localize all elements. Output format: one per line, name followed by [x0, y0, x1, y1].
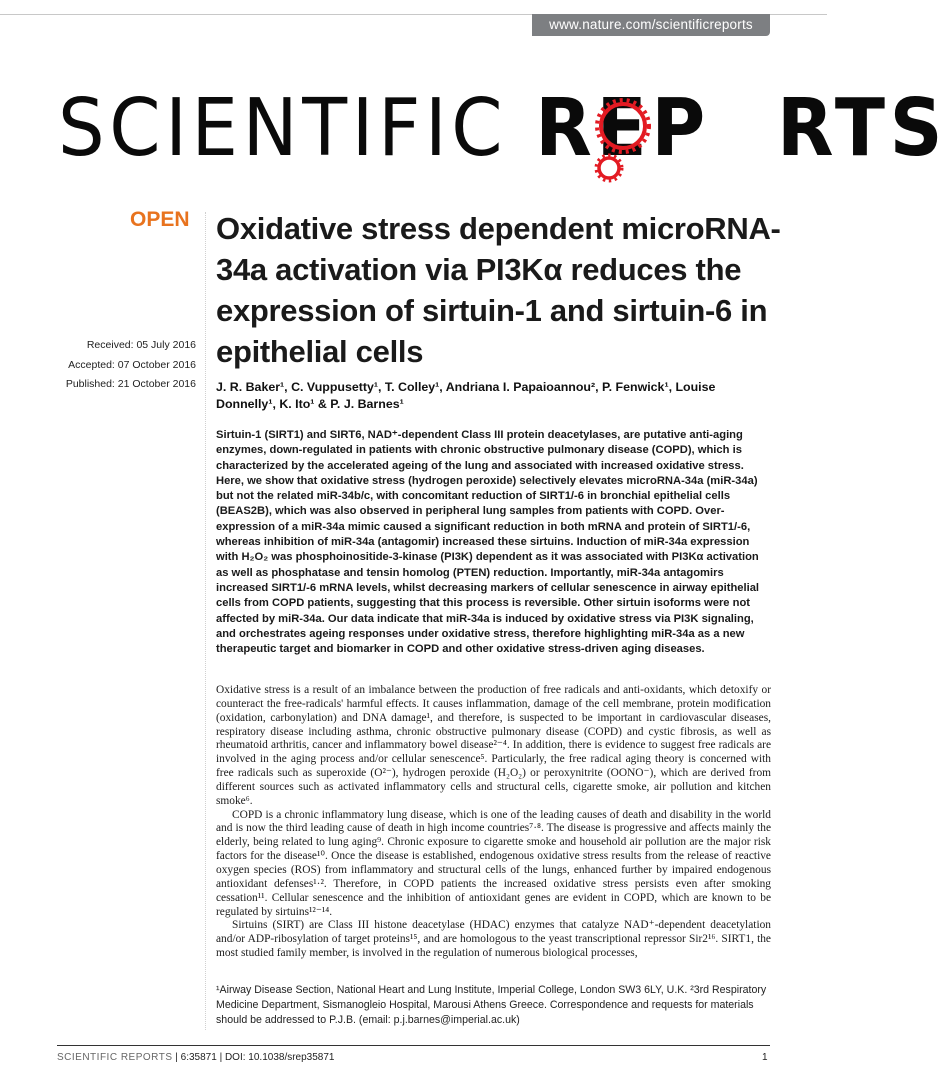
logo-o	[710, 82, 777, 174]
open-access-label: OPEN	[130, 208, 190, 231]
footer-journal: SCIENTIFIC REPORTS	[57, 1052, 173, 1063]
journal-url-link[interactable]: www.nature.com/scientificreports	[532, 14, 770, 36]
body-paragraph: Oxidative stress is a result of an imbalance between the production of free radicals and anti-oxidants, which detoxify or counteract the free-radicals' harmful effects. It causes inflammation, damage of the cell membrane, protein modification (oxidation, carbonylation) and DNA damage¹, and therefore, is suspected to be important in cardiovascular diseases, respiratory disease including asthma, chronic obstructive pulmonary disease (COPD) and cystic fibrosis, as well as rheumatoid arthritis, cancer and inflammatory bowel disease²⁻⁴. In addition, there is evidence to suggest free radicals are involved in the aging process and/or cellular senescence⁵. Particularly, the free radical aging theory is concerned with free radicals such as superoxide (O²⁻), hydrogen peroxide (H₂O₂) or peroxynitrite (OONO⁻), which are derived from different sources such as activated inflammatory cells and structural cells, cigarette smoke, air pollution and kitchen smoke⁶.	[216, 684, 771, 807]
article-title: Oxidative stress dependent microRNA-34a activation via PI3Kα reduces the expression of sirtuin-1 and sirtuin-6 in epithelial cells	[216, 211, 781, 369]
body-text	[216, 684, 771, 961]
page-number: 1	[762, 1052, 768, 1063]
body-paragraph: COPD is a chronic inflammatory lung disease, which is one of the leading causes of death and disability in the world and is now the third leading cause of death in high income countries⁷·⁸. The disease is progressive and affects mainly the elderly, being related to lung aging⁹. Chronic exposure to cigarette smoke and household air pollution are the major risk factors for the disease¹⁰. Once the disease is established, endogenous oxidative stress results from the release of reactive oxygen species (ROS) from inflammatory and structural cells of the lungs, enhanced further by impaired endogenous antioxidant defenses¹·². Therefore, in COPD patients the increased oxidative stress persists even after smoking cessation¹¹. Cellular senescence and the inhibition of antioxidant genes are evident in COPD, which are known to be regulated by sirtuins¹²⁻¹⁴.	[216, 808, 771, 918]
footer-rule	[57, 1045, 770, 1046]
body-paragraph: Sirtuins (SIRT) are Class III histone deacetylase (HDAC) enzymes that catalyze NAD⁺-dependent deacetylation and/or ADP-ribosylation of target proteins¹⁵, and are homologous to the yeast transcriptional repressor Sir2¹⁶. SIRT1, the most studied family member, is involved in the regulation of numerous biological processes,	[216, 919, 771, 960]
journal-logo	[58, 82, 947, 174]
footer-doi: | 6:35871 | DOI: 10.1038/srep35871	[172, 1052, 335, 1063]
gear-logo-icon	[585, 93, 665, 193]
author-list: J. R. Baker¹, C. Vuppusetty¹, T. Colley¹, Andriana I. Papaioannou², P. Fenwick¹, Louise Donnelly¹, K. Ito¹ & P. J. Barnes¹	[216, 380, 716, 411]
footer-citation	[57, 1052, 334, 1063]
logo-word-scientific: SCIENTIFIC	[58, 82, 508, 174]
logo-rep: REP	[535, 82, 710, 174]
logo-rts: RTS	[776, 82, 947, 174]
abstract: Sirtuin-1 (SIRT1) and SIRT6, NAD⁺-dependent Class III protein deacetylases, are putative anti-aging enzymes, down-regulated in patients with chronic obstructive pulmonary disease (COPD), which is characterized by the accelerated ageing of the lung and associated with increased oxidative stress. Here, we show that oxidative stress (hydrogen peroxide) selectively elevates microRNA-34a (miR-34a) but not the related miR-34b/c, with concomitant reduction of SIRT1/-6 in bronchial epithelial cells (BEAS2B), which was also observed in peripheral lung samples from patients with COPD. Over-expression of a miR-34a mimic caused a significant reduction in both mRNA and protein of SIRT1/-6, whereas inhibition of miR-34a (antagomir) increased these sirtuins. Induction of miR-34a expression with H₂O₂ was phosphoinositide-3-kinase (PI3K) dependent as it was associated with PI3Kα activation as well as phosphatase and tensin homolog (PTEN) reduction. Importantly, miR-34a antagomirs increased SIRT1/-6 mRNA levels, whilst decreasing markers of cellular senescence in airway epithelial cells from COPD patients, suggesting that this process is reversible. Other sirtuin isoforms were not affected by miR-34a. Our data indicate that miR-34a is induced by oxidative stress via PI3K signaling, and orchestrates ageing responses under oxidative stress, therefore highlighting miR-34a as a new therapeutic target and biomarker in COPD and other oxidative stress-driven aging diseases.	[216, 429, 760, 656]
published-date: Published: 21 October 2016	[65, 378, 196, 390]
article-dates	[20, 336, 196, 395]
column-divider	[205, 212, 207, 1030]
affiliation-footnote: ¹Airway Disease Section, National Heart and Lung Institute, Imperial College, London SW3 6LY, U.K. ²3rd Respiratory Medicine Department, Sismanogleio Hospital, Marousi Athens Greece. Correspondence and requests for materials should be addressed to P.J.B. (email: p.j.barnes@imperial.ac.uk)	[216, 984, 767, 1026]
received-date: Received: 05 July 2016	[86, 339, 196, 351]
accepted-date: Accepted: 07 October 2016	[68, 358, 196, 371]
